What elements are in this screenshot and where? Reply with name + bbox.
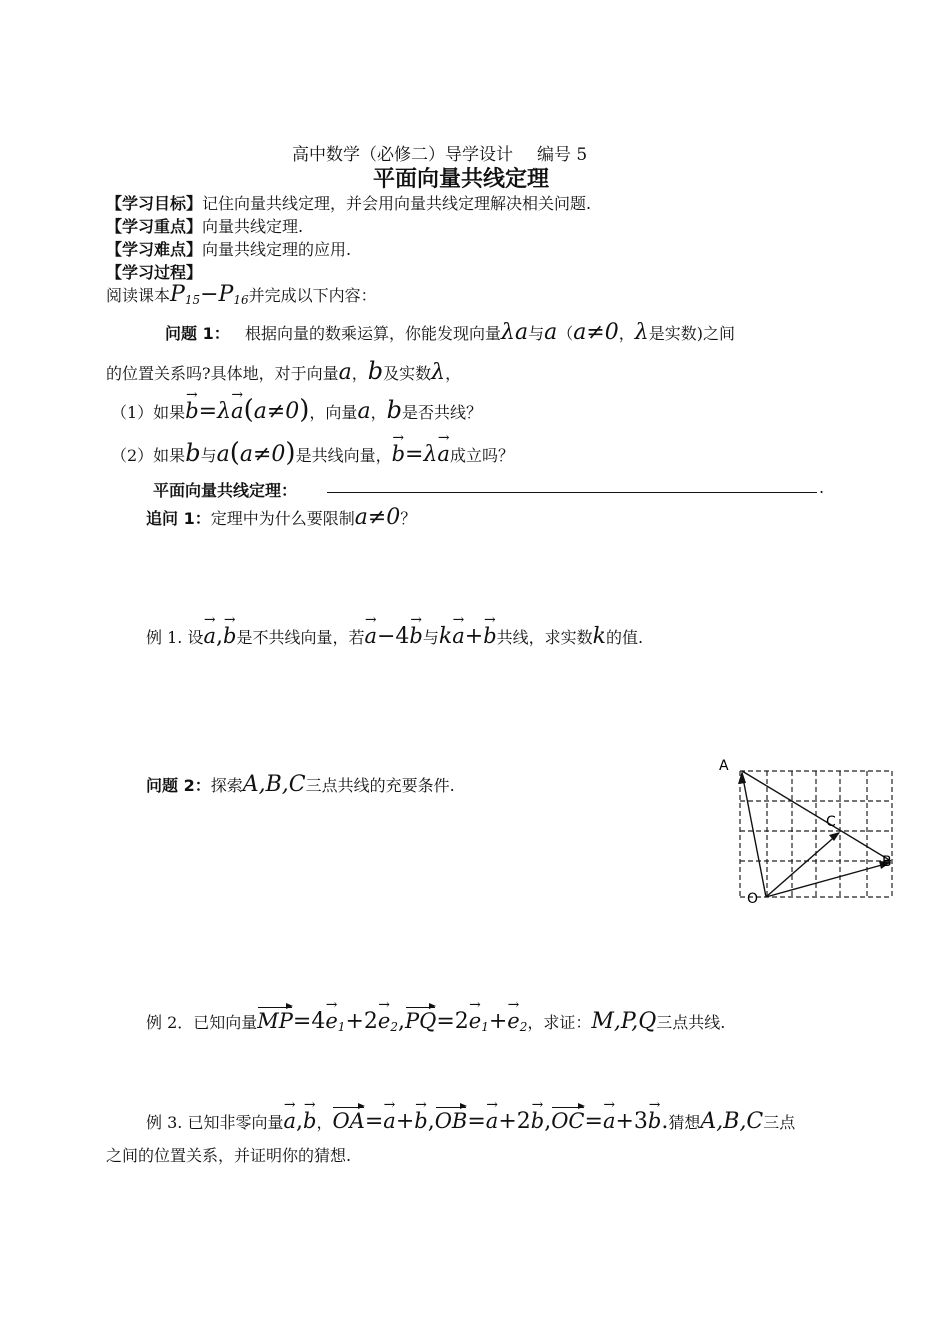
point-b-label: B — [882, 854, 892, 870]
example-3: 例 3. 已知非零向量→ a,→ b，OA=→ a+→ b,OB=→ a+2→ b,OC=→ a+3→ b.猜想A,B,C三点 — [146, 1105, 795, 1134]
followup-1: 追问 1：定理中为什么要限制a≠0？ — [146, 505, 417, 530]
question-1: 问题 1： 根据向量的数乘运算，你能发现向量λa与a（a≠0，λ是实数)之间 — [165, 320, 735, 345]
page-title: 平面向量共线定理 — [373, 167, 550, 192]
question-2: 问题 2：探索A,B,C三点共线的充要条件. — [146, 772, 455, 797]
example-2: 例 2．已知向量$MP=4\to e_1+2\to e_2,PQ=2\to e_1+\to e_2$，求证：M,P,Q三点共线. — [146, 1005, 725, 1034]
example-1: 例 1. 设→ a,→ b是不共线向量，若→ a−4→ b与k→ a+→ b共线，求实数k的值. — [146, 620, 643, 649]
vector-oa — [742, 773, 766, 897]
question-1-part1: （1）如果→ b=λ→ a(a≠0)，向量a，b是否共线？ — [111, 395, 482, 425]
point-c-label: C — [826, 814, 836, 830]
doc-subtitle: 高中数学（必修二）导学设计 编号 5 — [292, 145, 588, 165]
reading-line: 阅读课本$P_{15}-P_{16}$并完成以下内容： — [106, 282, 377, 307]
goal-row: 【学习过程】 — [106, 263, 203, 282]
theorem-blank[interactable] — [327, 492, 817, 493]
goal-row: 【学习目标】记住向量共线定理，并会用向量共线定理解决相关问题. — [106, 194, 592, 213]
collinear-figure — [712, 752, 912, 912]
point-a-label: A — [719, 758, 729, 774]
example-3-line2: 之间的位置关系，并证明你的猜想. — [106, 1146, 352, 1165]
question-1-line2: 的位置关系吗?具体地，对于向量a，b及实数λ， — [106, 357, 462, 385]
theorem-line: 平面向量共线定理： — [153, 481, 298, 500]
question-1-part2: （2）如果b与a(a≠0)是共线向量，→ b=λ→ a成立吗？ — [111, 438, 514, 468]
doc-serial: 编号 5 — [537, 145, 588, 165]
point-o-label: O — [747, 891, 759, 907]
theorem-end: . — [819, 478, 825, 497]
goal-row: 【学习重点】向量共线定理. — [106, 217, 304, 236]
goal-row: 【学习难点】向量共线定理的应用. — [106, 240, 352, 259]
